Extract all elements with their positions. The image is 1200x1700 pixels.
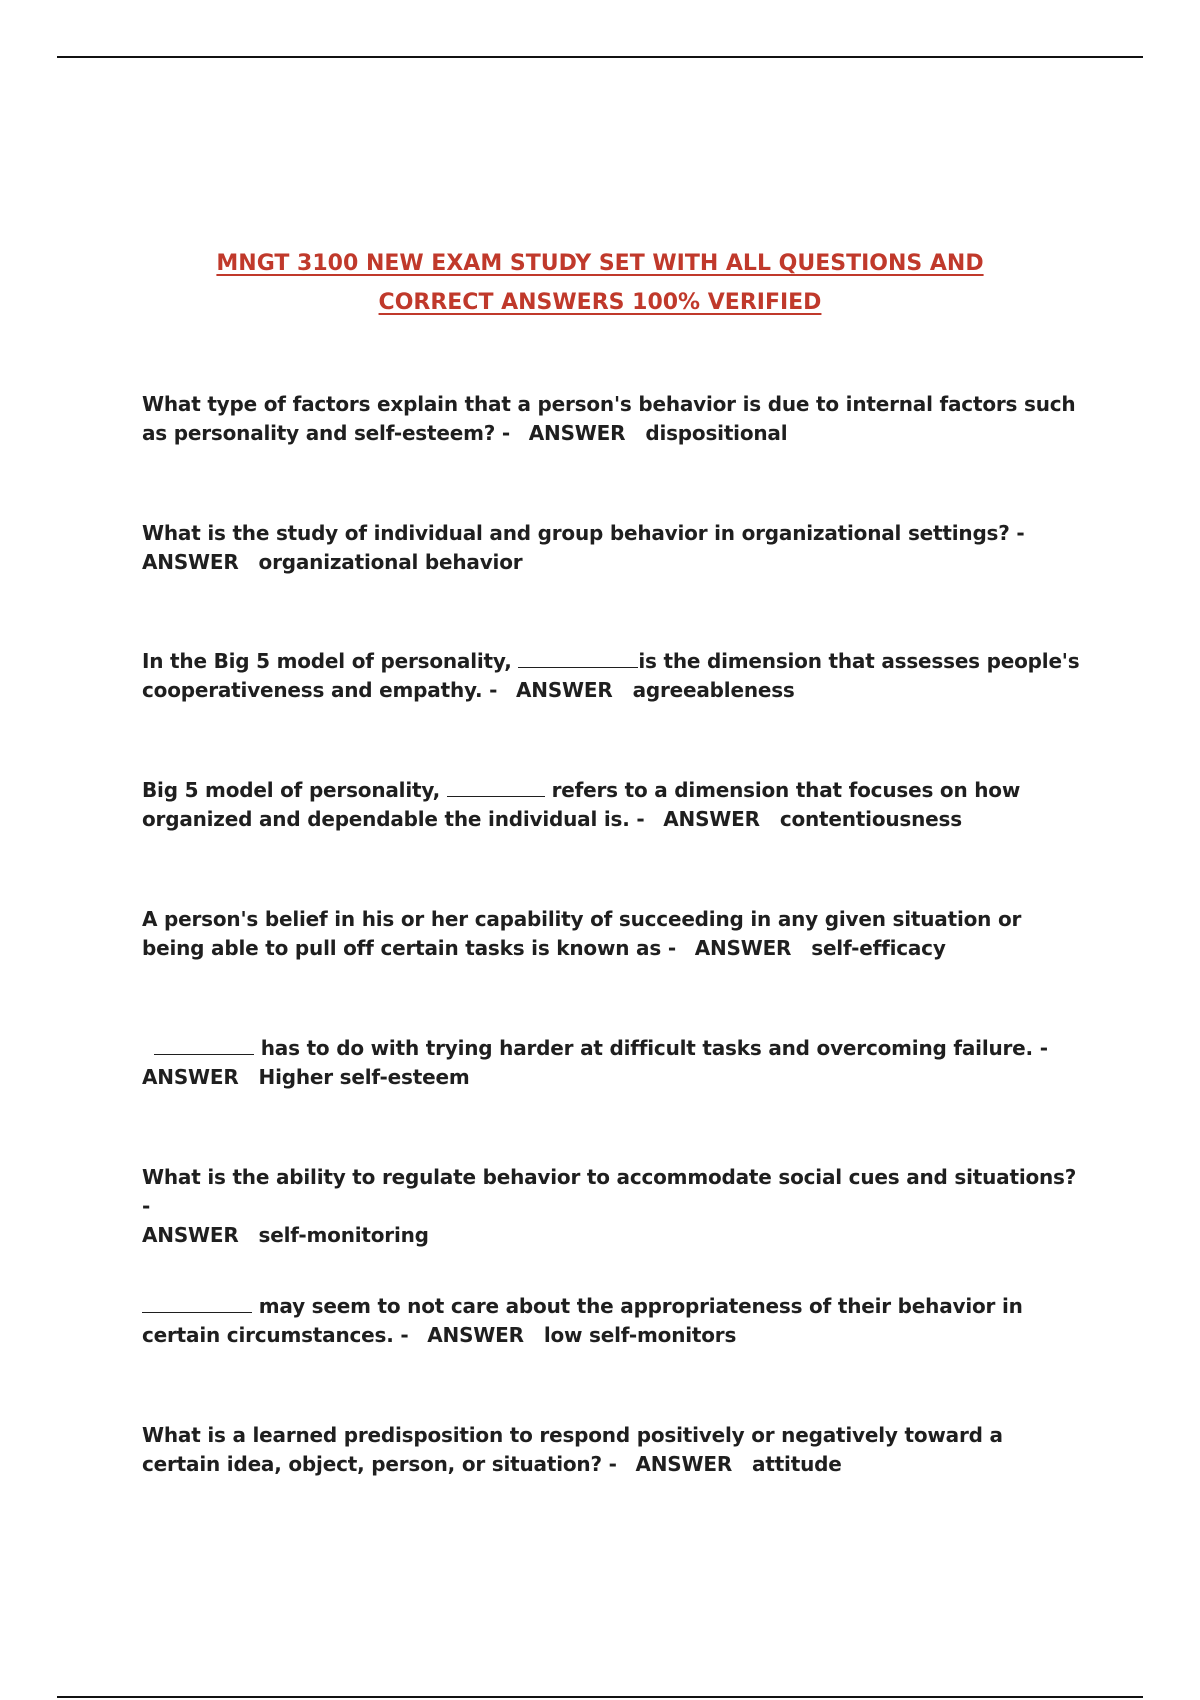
- bottom-rule: [57, 1696, 1143, 1698]
- answer-text: self-efficacy: [811, 936, 946, 960]
- question-text: What is the ability to regulate behavior to accommodate social cues and situations? -: [142, 1165, 1077, 1218]
- answer-text: Higher self-esteem: [258, 1065, 470, 1089]
- answer-label: ANSWER: [142, 550, 239, 574]
- qa-item: [142, 905, 1082, 963]
- fill-in-blank: [447, 778, 545, 797]
- fill-in-blank: [142, 1294, 252, 1313]
- fill-in-blank: [518, 649, 638, 668]
- answer-label: ANSWER: [663, 807, 760, 831]
- qa-item: [142, 1292, 1082, 1350]
- answer-label: ANSWER: [516, 678, 613, 702]
- answer-label: ANSWER: [528, 421, 626, 445]
- answer-text: organizational behavior: [258, 550, 523, 574]
- answer-text: attitude: [752, 1452, 842, 1476]
- answer-label: ANSWER: [142, 1065, 239, 1089]
- question-text: What type of factors explain that a person's behavior is due to internal factors such as personality and self-esteem? -: [142, 392, 1076, 445]
- qa-item: [142, 519, 1082, 577]
- top-rule: [57, 56, 1143, 58]
- answer-label: ANSWER: [142, 1223, 239, 1247]
- qa-item: [142, 776, 1082, 834]
- question-text: Big 5 model of personality,: [142, 778, 441, 802]
- question-text: What is a learned predisposition to respond positively or negatively toward a certain idea, object, person, or situation? -: [142, 1423, 1003, 1476]
- title-line-2: CORRECT ANSWERS 100% VERIFIED: [378, 290, 822, 315]
- qa-item: [142, 1421, 1082, 1479]
- answer-text: contentiousness: [779, 807, 962, 831]
- title-line-1: MNGT 3100 NEW EXAM STUDY SET WITH ALL QUESTIONS AND: [216, 251, 984, 276]
- answer-label: ANSWER: [635, 1452, 733, 1476]
- question-text-continued: may seem to not care about the appropriateness of their behavior in certain circumstances. -: [142, 1294, 1023, 1347]
- fill-in-blank: [154, 1036, 254, 1055]
- document-title: [0, 244, 1200, 322]
- answer-text: agreeableness: [632, 678, 795, 702]
- question-text-continued: is the dimension that assesses people's cooperativeness and empathy. -: [142, 649, 1080, 702]
- answer-text: dispositional: [645, 421, 788, 445]
- qa-item: [142, 390, 1082, 448]
- qa-item: [142, 1034, 1082, 1092]
- answer-label: ANSWER: [427, 1323, 524, 1347]
- qa-item: [142, 647, 1082, 705]
- answer-label: ANSWER: [694, 936, 792, 960]
- question-text: A person's belief in his or her capability of succeeding in any given situation or being able to pull off certain tasks is known as -: [142, 907, 1022, 960]
- answer-text: self-monitoring: [258, 1223, 429, 1247]
- qa-item: [142, 1163, 1082, 1250]
- question-text: What is the study of individual and group behavior in organizational settings? -: [142, 521, 1025, 545]
- answer-text: low self-monitors: [543, 1323, 737, 1347]
- question-text: In the Big 5 model of personality,: [142, 649, 512, 673]
- question-text-continued: refers to a dimension that focuses on how organized and dependable the individual is. -: [142, 778, 1021, 831]
- question-text-continued: has to do with trying harder at difficult tasks and overcoming failure. -: [260, 1036, 1048, 1060]
